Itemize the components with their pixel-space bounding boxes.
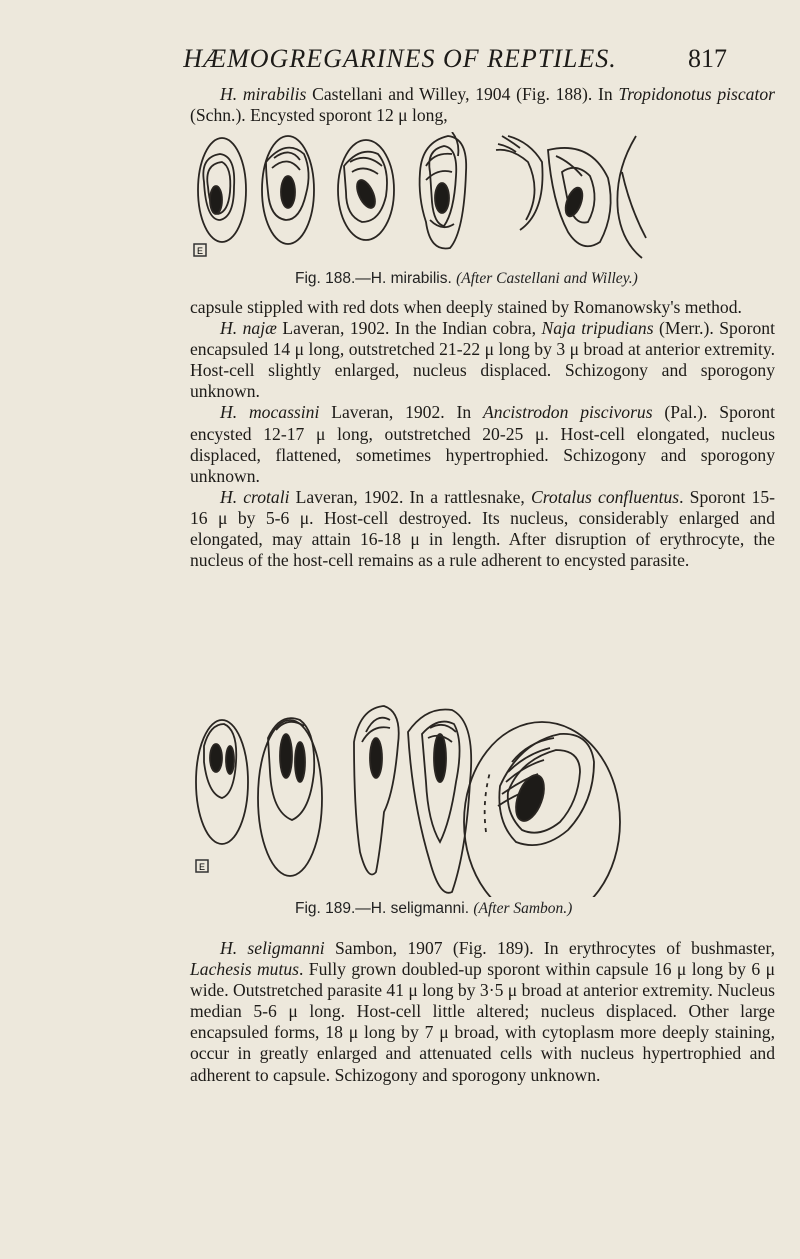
figure-188-illustration (190, 132, 775, 262)
crotali-text-1: Laveran, 1902. In a rattlesnake, (289, 486, 531, 507)
fig189-label: E (198, 862, 206, 872)
figure-189-illustration (190, 702, 775, 897)
species-name: H. crotali (220, 486, 290, 507)
para-mocassini (190, 402, 775, 486)
species-name: H. mirabilis (220, 84, 307, 104)
cell-c (354, 706, 399, 875)
fig188-caption-credit: (After Castellani and Willey.) (456, 270, 638, 287)
host-name: Naja tripudians (541, 318, 654, 339)
para-seligmanni (190, 938, 775, 1086)
intro-text-2: (Schn.). Encysted sporont 12 μ long, (190, 105, 448, 126)
figure-188 (190, 132, 775, 287)
cell-e (464, 722, 620, 897)
fig189-caption-credit: (After Sambon.) (473, 900, 573, 917)
figure-189 (190, 702, 775, 917)
intro-text-1: Castellani and Willey, 1904 (Fig. 188). In (306, 84, 619, 104)
para-crotali (190, 487, 775, 571)
fig189-caption-prefix: Fig. 189.—H. seligmanni. (295, 900, 474, 917)
species-name: H. seligmanni (220, 938, 325, 958)
cell-a (196, 720, 248, 844)
cell-d (408, 709, 471, 892)
cell-7 (617, 136, 646, 258)
body-text-lower (190, 938, 775, 1086)
mocassini-text-2: (Pal.). Sporont encysted 12-17 μ long, outstretched 20-25 μ. Host-cell elongated, nucleus displaced, flattened, sometimes hypertrophied. Schizogony and sporogony unknown. (190, 402, 775, 486)
crotali-text-2: . Sporont 15-16 μ by 5-6 μ. Host-cell destroyed. Its nucleus, considerably enlarged and elongated, may attain 16-18 μ in length. After disruption of erythrocyte, the nucleus of the host-cell remains as a rule adherent to encysted parasite. (190, 486, 775, 571)
para-capsule: capsule stippled with red dots when deeply stained by Romanowsky's method. (190, 297, 742, 317)
cell-b (258, 718, 322, 876)
cell-6 (548, 148, 611, 246)
najae-text-1: Laveran, 1902. In the Indian cobra, (276, 318, 542, 339)
host-name: Ancistrodon piscivorus (483, 402, 653, 423)
host-name: Lachesis mutus (190, 959, 300, 980)
najae-text-2: (Merr.). Sporont encapsuled 14 μ long, outstretched 21-22 μ long by 3 μ broad at anterior extremity. Host-cell slightly enlarged, nucleus displaced. Schizogony and sporogony unknown. (190, 318, 775, 402)
figure-189-caption (295, 900, 572, 918)
body-text-upper (190, 297, 775, 571)
seligmanni-text-2: . Fully grown doubled-up sporont within capsule 16 μ long by 6 μ wide. Outstretched parasite 41 μ long by 3·5 μ broad at anterior extremity. Nucleus median 5-6 μ long. Host-cell little altered; nucleus displaced. Other large encapsuled forms, 18 μ long by 7 μ broad, with cytoplasm more deeply staining, occur in greatly enlarged and attenuated cells with nucleus hypertrophied and adherent to capsule. Schizogony and sporogony unknown. (190, 959, 775, 1085)
fig188-caption-prefix: Fig. 188.—H. mirabilis. (295, 270, 457, 287)
cell-1 (198, 138, 246, 242)
cell-4 (420, 132, 467, 248)
host-name: Crotalus confluentus (530, 486, 680, 507)
mocassini-text-1: Laveran, 1902. In (319, 402, 484, 423)
figure-188-caption (295, 270, 638, 288)
seligmanni-text-1: Sambon, 1907 (Fig. 189). In erythrocytes of bushmaster, (324, 938, 775, 958)
species-name: H. najæ (220, 318, 277, 339)
species-name: H. mocassini (220, 402, 320, 423)
running-head (0, 44, 800, 74)
cell-2 (262, 136, 314, 244)
para-najae (190, 318, 775, 402)
cell-3 (338, 140, 394, 240)
page-number: 817 (688, 44, 727, 73)
host-name: Tropidonotus piscator (618, 84, 775, 104)
fig188-label: E (196, 246, 204, 256)
cell-5 (496, 136, 543, 230)
intro-paragraph (190, 84, 775, 126)
running-head-title: HÆMOGREGARINES OF REPTILES. (183, 44, 617, 73)
